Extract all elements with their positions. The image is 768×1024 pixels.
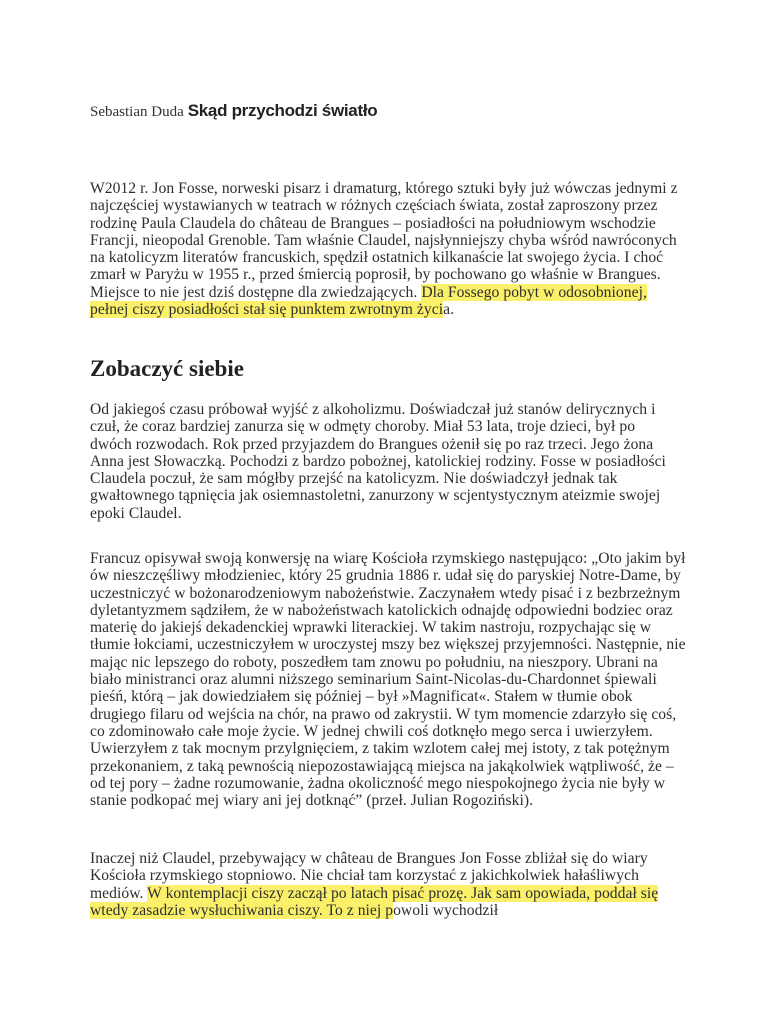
paragraph-alcoholism: Od jakiegoś czasu próbował wyjść z alkoholizmu. Doświadczał już stanów delirycznych i czuł, że coraz bardziej zanurza się w odmęty choroby. Miał 53 lata, troje dzieci, był po dwóch rozwodach. Rok przed przyjazdem do Brangues ożenił się po raz trzeci. Jego żona Anna jest Słowaczką. Pochodzi z bardzo pobożnej, katolickiej rodziny. Fosse w posiadłości Claudela poczuł, że sam mógłby przejść na katolicyzm. Nie doświadczył jednak tak gwałtownego tąpnięcia jak osiemnastoletni, zanurzony w scjentystycznym ateizmie swojej epoki Claudel. bbox=[90, 401, 666, 522]
paragraph-fosse-text: Inaczej niż Claudel, przebywający w château de Brangues Jon Fosse zbliżał się do wiary Kościoła rzymskiego stopniowo. Nie chciał tam korzystać z jakichkolwiek hałaśliwych mediów. bbox=[90, 850, 648, 902]
paragraph-intro-end: a. bbox=[443, 301, 455, 319]
highlighted-text: W kontemplacji ciszy zaczął po latach pisać prozę. Jak sam opowiada, poddał się wtedy zasadzie wysłuchiwania ciszy. To z niej p bbox=[90, 884, 659, 919]
article-header bbox=[90, 101, 377, 121]
paragraph-fosse-silence bbox=[90, 850, 680, 919]
section-heading: Zobaczyć siebie bbox=[90, 356, 244, 381]
paragraph-fosse-end: owoli wychodził bbox=[393, 901, 499, 919]
paragraph-intro bbox=[90, 180, 685, 318]
highlighted-text: Dla Fossego pobyt w odosobnionej, pełnej ciszy posiadłości stał się punktem zwrotnym życi bbox=[90, 283, 647, 319]
article-title: Skąd przychodzi światło bbox=[187, 101, 378, 120]
author-name: Sebastian Duda bbox=[90, 104, 184, 120]
paragraph-claudel-quote: Francuz opisywał swoją konwersję na wiarę Kościoła rzymskiego następująco: „Oto jakim był ów nieszczęśliwy młodzieniec, który 25 grudnia 1886 r. udał się do paryskiej Notre-Dame, by uczestniczyć w bożonarodzeniowym nabożeństwie. Zaczynałem wtedy pisać i z bezbrzeżnym dyletantyzmem sądziłem, że w nabożeństwach katolickich odnajdę odpowiedni bodziec oraz materię do jakiejś dekadenckiej wprawki literackiej. W takim nastroju, rozpychając się w tłumie łokciami, uczestniczyłem w uroczystej mszy bez większej przyjemności. Następnie, nie mając nic lepszego do roboty, poszedłem tam znowu po południu, na nieszpory. Ubrani na biało ministranci oraz alumni niższego seminarium Saint-Nicolas-du-Chardonnet śpiewali pieśń, którą – jak dowiedziałem się później – był »Magnificat«. Stałem w tłumie obok drugiego filaru od wejścia na chór, na prawo od zakrystii. W tym momencie zdarzyło się coś, co zdominowało całe moje życie. W jednej chwili coś dotknęło mego serca i uwierzyłem. Uwierzyłem z tak mocnym przylgnięciem, z takim wzlotem całej mej istoty, z tak potężnym przekonaniem, z taką pewnością niepozostawiającą miejsca na jakąkolwiek wątpliwość, że – od tej pory – żadne rozumowanie, żadna okoliczność mego niespokojnego życia nie były w stanie podkopać mej wiary ani jej dotknąć” (przeł. Julian Rogoziński). bbox=[90, 550, 686, 810]
paragraph-intro-text: W2012 r. Jon Fosse, norweski pisarz i dramaturg, którego sztuki były już wówczas jednymi z najczęściej wystawianych w teatrach w różnych częściach świata, został zaproszony przez rodzinę Paula Claudela do château de Brangues – posiadłości na południowym wschodzie Francji, nieopodal Grenoble. Tam właśnie Claudel, najsłynniejszy chyba wśród nawróconych na katolicyzm literatów francuskich, spędził ostatnich kilkanaście lat swojego życia. I choć zmarł w Paryżu w 1955 r., przed śmiercią poprosił, by pochowano go właśnie w Brangues. Miejsce to nie jest dziś dostępne dla zwiedzających. bbox=[90, 180, 678, 301]
